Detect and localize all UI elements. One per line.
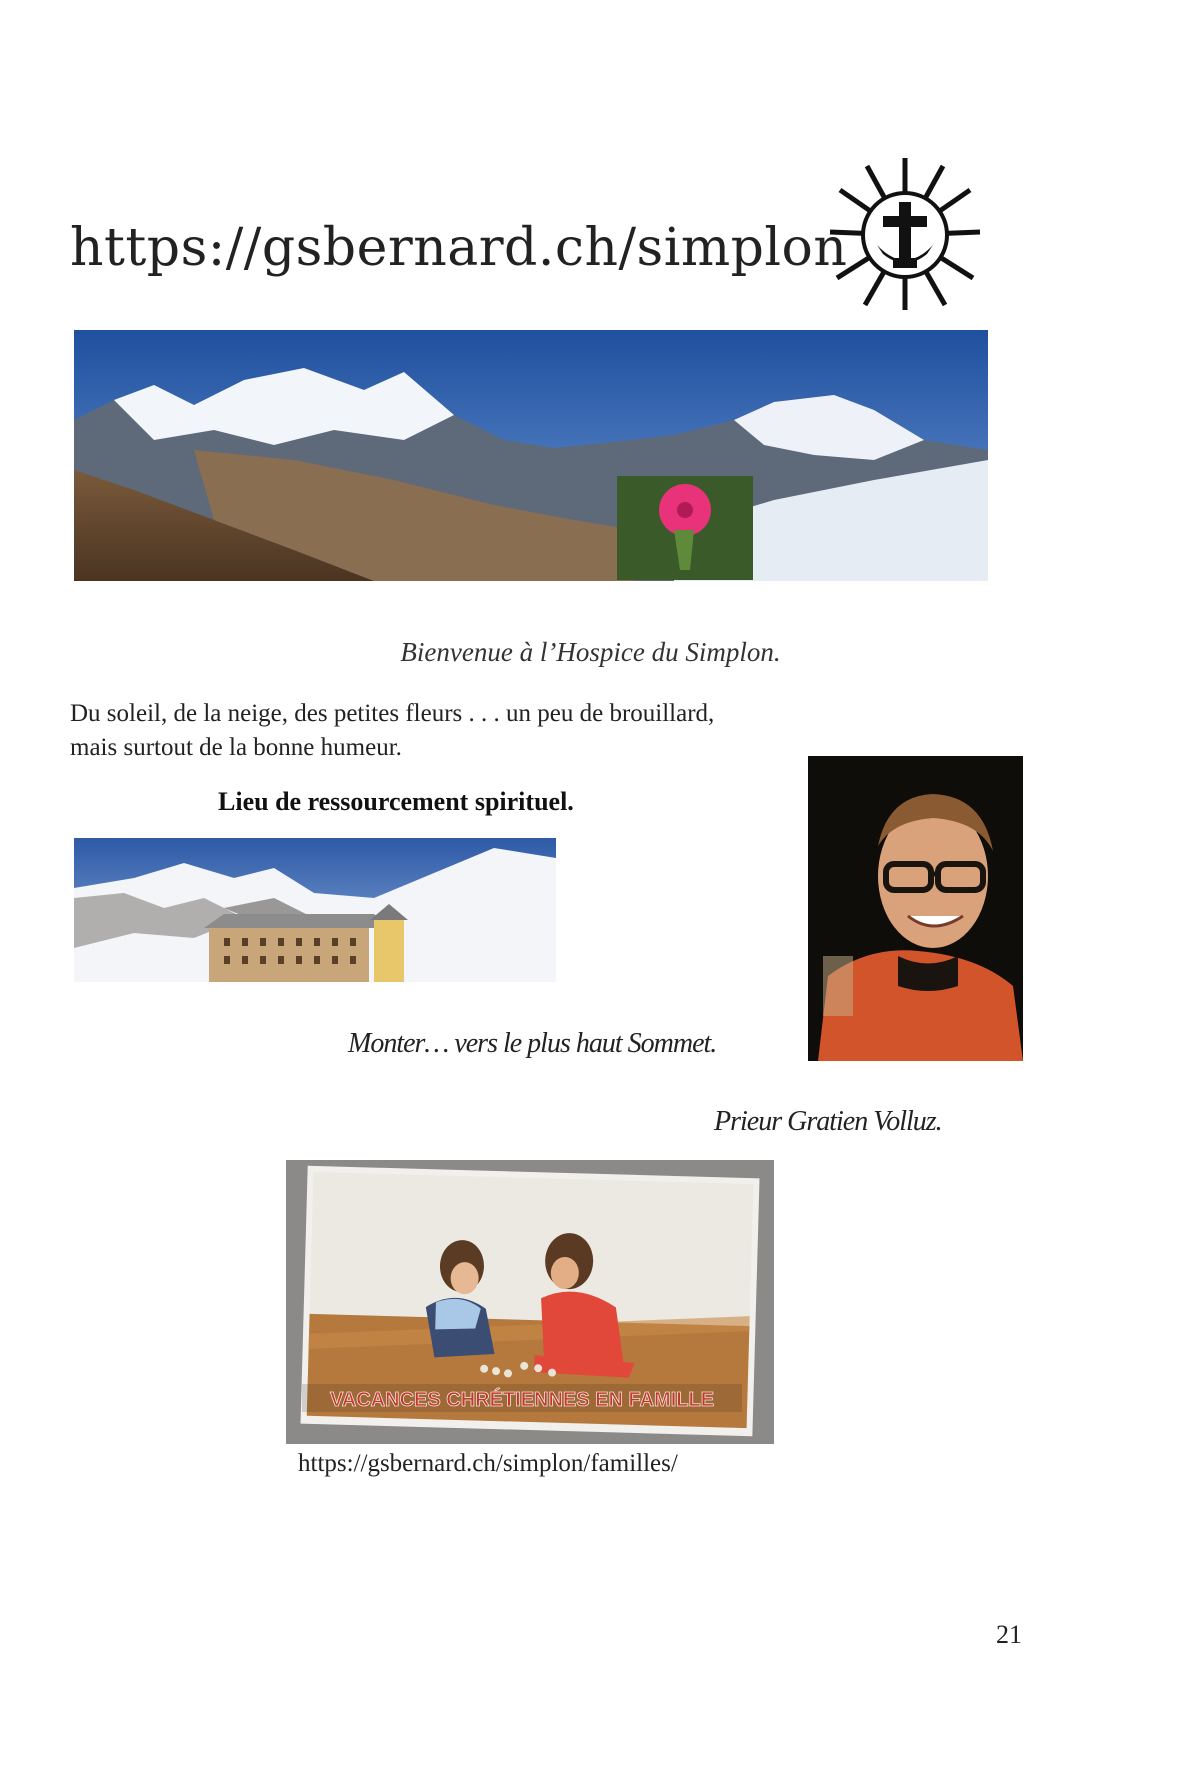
motto-caption: Monter… vers le plus haut Sommet. <box>348 1028 717 1059</box>
page-title-url: https://gsbernard.ch/simplon <box>70 218 848 278</box>
intro-line-1: Du soleil, de la neige, des petites fleurs . . . un peu de brouillard, <box>70 700 715 727</box>
family-holidays-image <box>286 1160 774 1444</box>
signature-caption: Prieur Gratien Volluz. <box>714 1106 942 1137</box>
intro-paragraph <box>70 697 714 765</box>
sun-cross-emblem-icon <box>825 150 985 315</box>
family-url-link[interactable]: https://gsbernard.ch/simplon/familles/ <box>298 1450 678 1477</box>
page-number: 21 <box>996 1620 1022 1649</box>
prior-portrait-image <box>808 756 1023 1061</box>
mountain-banner-image <box>74 330 988 581</box>
hospice-image <box>74 838 556 982</box>
family-banner-text: VACANCES CHRÉTIENNES EN FAMILLE <box>329 1389 715 1411</box>
welcome-caption: Bienvenue à l’Hospice du Simplon. <box>400 637 781 667</box>
retreat-heading: Lieu de ressourcement spirituel. <box>218 787 574 816</box>
intro-line-2: mais surtout de la bonne humeur. <box>70 734 402 761</box>
